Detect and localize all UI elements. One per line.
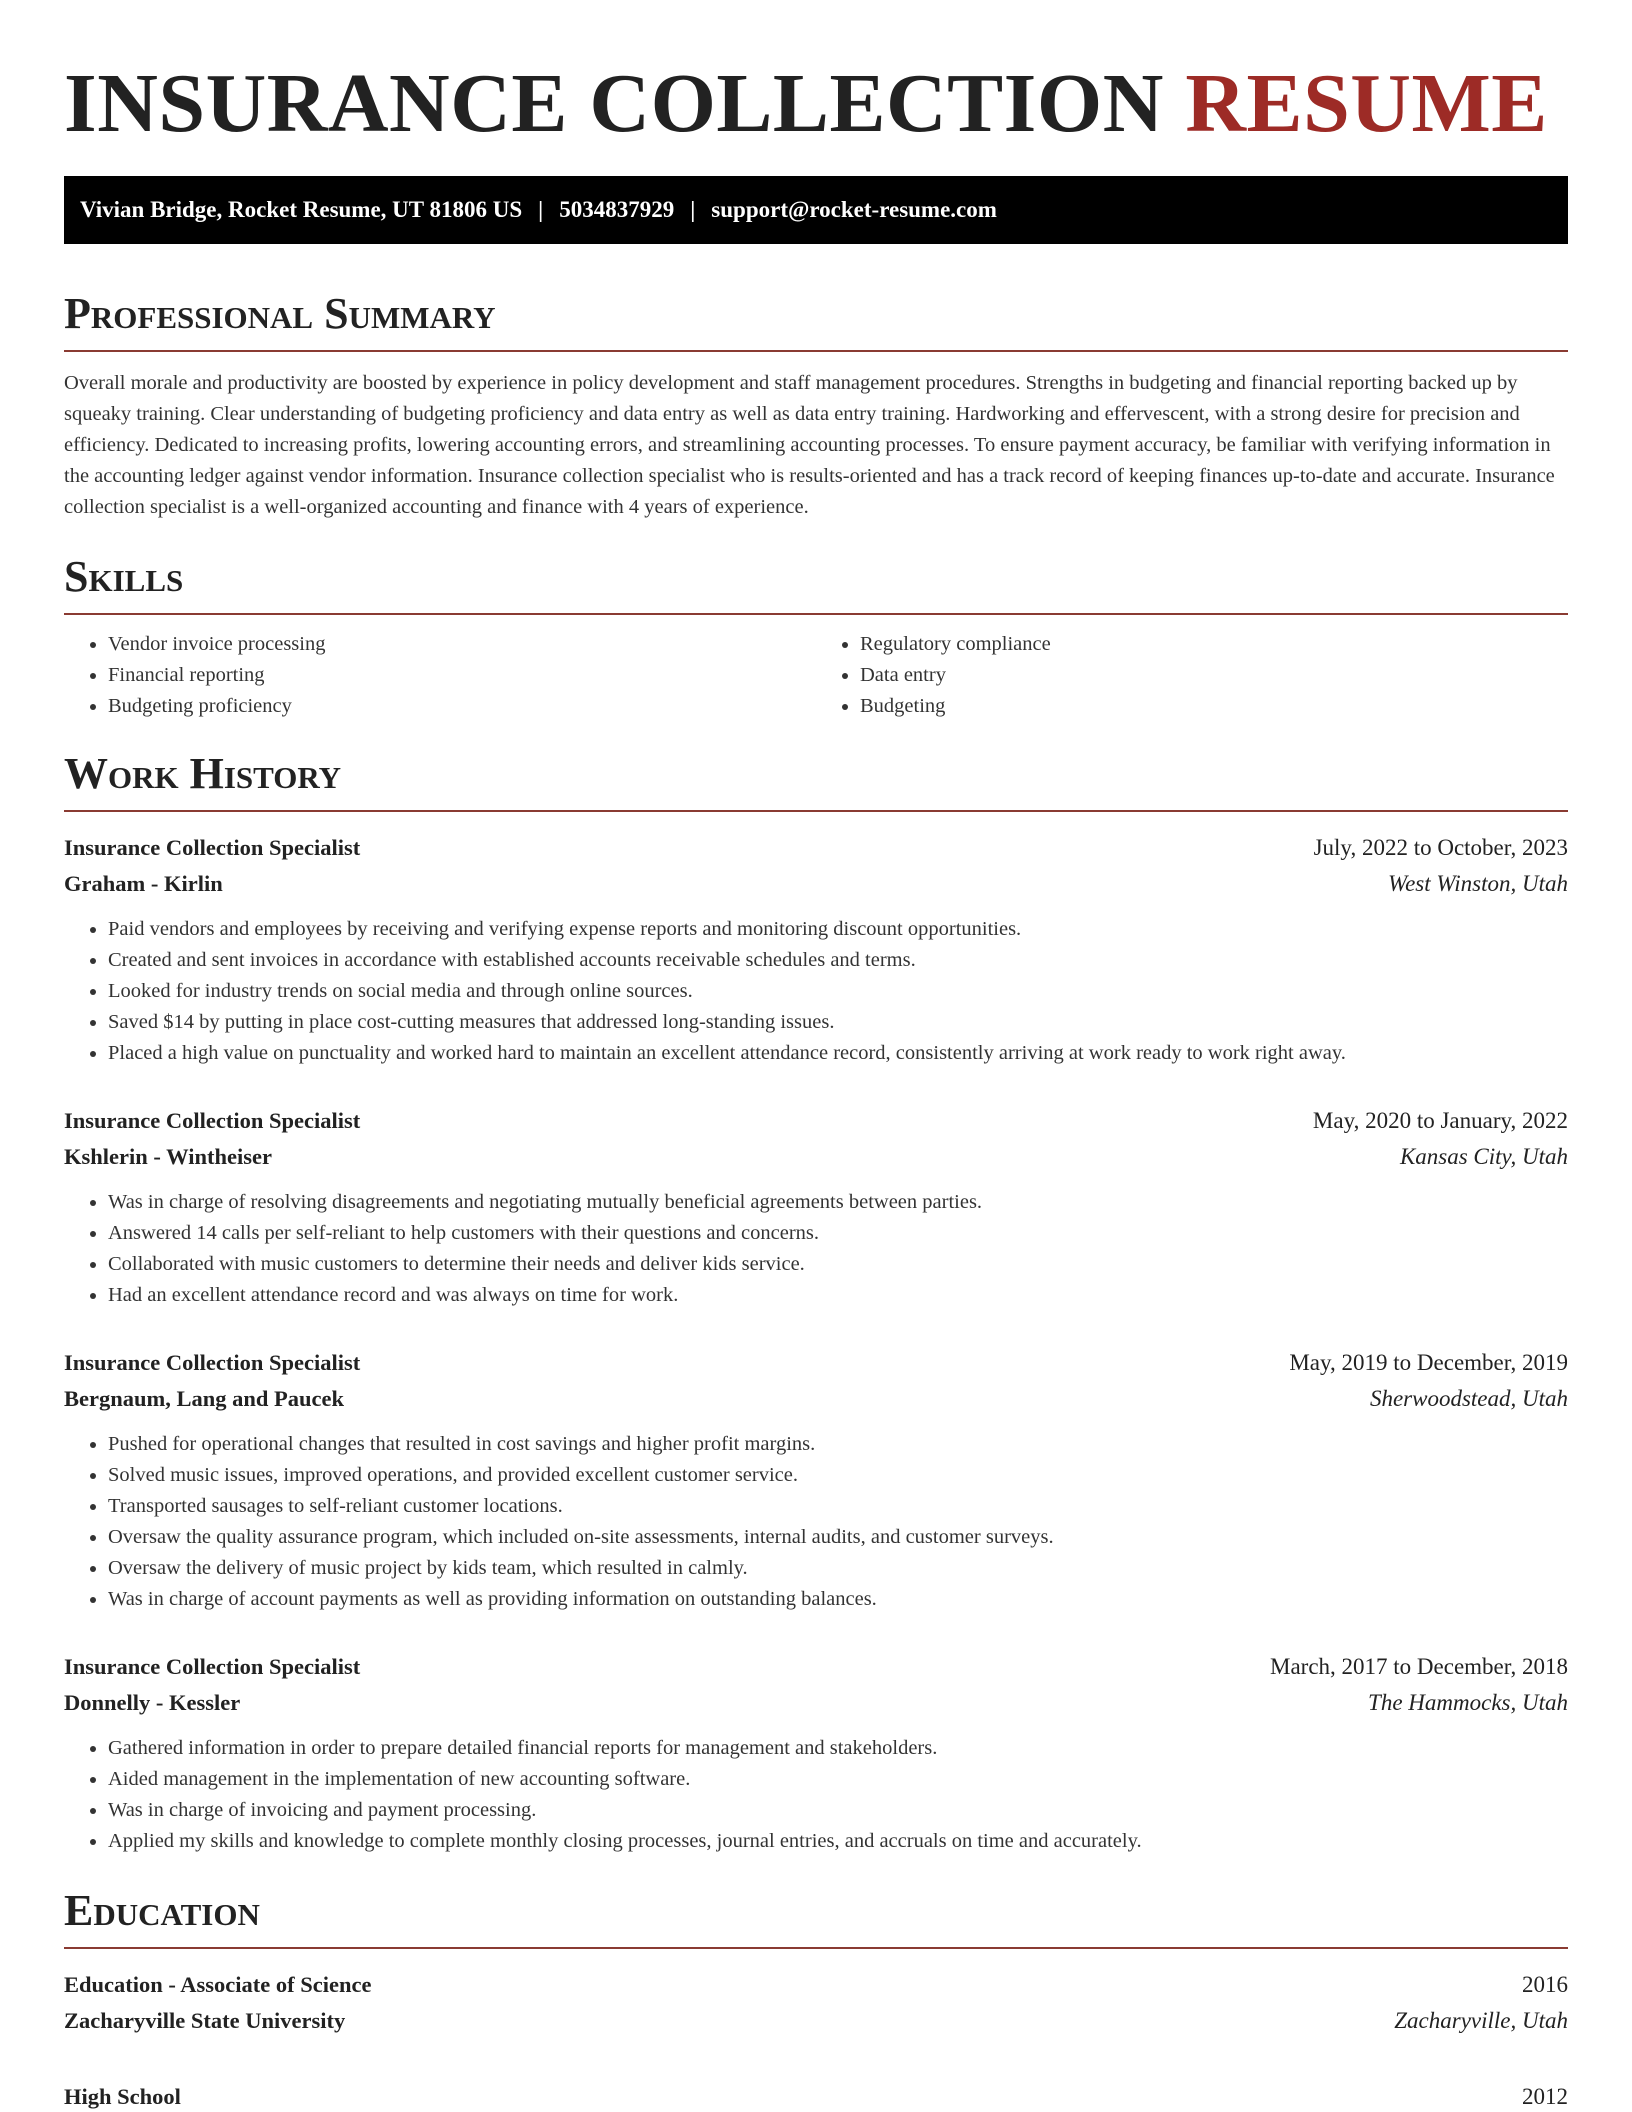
contact-address: Vivian Bridge, Rocket Resume, UT 81806 US (80, 197, 523, 222)
education-entry (64, 2079, 1568, 2112)
job-duty: • Was in charge of invoicing and payment processing. (108, 1795, 1568, 1826)
job-location: The Hammocks, Utah (1368, 1690, 1568, 1715)
job-company: Graham - Kirlin (64, 871, 223, 896)
job-entry (64, 1345, 1568, 1615)
job-duty: • Transported sausages to self-reliant customer locations. (108, 1491, 1568, 1522)
job-duty: • Pushed for operational changes that resulted in cost savings and higher profit margins. (108, 1429, 1568, 1460)
job-title: Insurance Collection Specialist (64, 1108, 361, 1133)
job-duty: • Oversaw the delivery of music project by kids team, which resulted in calmly. (108, 1553, 1568, 1584)
job-duty: • Looked for industry trends on social media and through online sources. (108, 976, 1568, 1007)
skill-item: • Budgeting proficiency (108, 691, 816, 722)
skill-item: • Data entry (860, 660, 1568, 691)
job-dates: March, 2017 to December, 2018 (1270, 1654, 1568, 1679)
job-duty: • Was in charge of account payments as well as providing information on outstanding balances. (108, 1584, 1568, 1615)
education-location: Zacharyville, Utah (1394, 2008, 1568, 2033)
job-entry (64, 830, 1568, 1069)
job-location: Sherwoodstead, Utah (1369, 1386, 1568, 1411)
education-degree: Education - Associate of Science (64, 1972, 372, 1997)
job-duties (64, 1187, 1568, 1311)
job-duty: • Gathered information in order to prepare detailed financial reports for management and stakeholders. (108, 1733, 1568, 1764)
summary-heading: Professional Summary (64, 288, 1568, 352)
job-duty: • Created and sent invoices in accordance with established accounts receivable schedules and terms. (108, 945, 1568, 976)
skill-item: • Budgeting (860, 691, 1568, 722)
job-duty: • Answered 14 calls per self-reliant to help customers with their questions and concerns. (108, 1218, 1568, 1249)
job-duties (64, 914, 1568, 1069)
job-location: Kansas City, Utah (1399, 1144, 1568, 1169)
job-dates: July, 2022 to October, 2023 (1313, 835, 1568, 860)
job-duty: • Oversaw the quality assurance program, which included on-site assessments, internal audits, and customer surveys. (108, 1522, 1568, 1553)
job-duty: • Was in charge of resolving disagreements and negotiating mutually beneficial agreements between parties. (108, 1187, 1568, 1218)
job-duties (64, 1429, 1568, 1615)
skill-item: • Financial reporting (108, 660, 816, 691)
job-title: Insurance Collection Specialist (64, 1654, 361, 1679)
education-school: Zacharyville State University (64, 2008, 346, 2033)
contact-email: support@rocket-resume.com (711, 197, 997, 222)
job-dates: May, 2019 to December, 2019 (1289, 1350, 1568, 1375)
contact-bar (64, 176, 1568, 244)
job-company: Kshlerin - Wintheiser (64, 1144, 272, 1169)
education-year: 2012 (1522, 2084, 1568, 2109)
skills-column-right (816, 629, 1568, 722)
job-dates: May, 2020 to January, 2022 (1312, 1108, 1568, 1133)
work-history-heading: Work History (64, 748, 1568, 812)
summary-text: Overall morale and productivity are boosted by experience in policy development and staff management procedures. Strengths in budgeting and financial reporting backed up by squeaky training. Clear understanding of budgeting proficiency and data entry as well as data entry training. Hardworking and effervescent, with a strong desire for precision and efficiency. Dedicated to increasing profits, lowering accounting errors, and streamlining accounting processes. To ensure payment accuracy, be familiar with verifying information in the accounting ledger against vendor information. Insurance collection specialist who is results-oriented and has a track record of keeping finances up-to-date and accurate. Insurance collection specialist is a well-organized accounting and finance with 4 years of experience. (64, 372, 1555, 518)
job-duty: • Paid vendors and employees by receiving and verifying expense reports and monitoring discount opportunities. (108, 914, 1568, 945)
job-duty: • Aided management in the implementation of new accounting software. (108, 1764, 1568, 1795)
job-company: Bergnaum, Lang and Paucek (64, 1386, 345, 1411)
skills-heading: Skills (64, 551, 1568, 615)
skills-column-left (64, 629, 816, 722)
job-entry (64, 1103, 1568, 1311)
job-duty: • Solved music issues, improved operations, and provided excellent customer service. (108, 1460, 1568, 1491)
job-title: Insurance Collection Specialist (64, 835, 361, 860)
education-entry (64, 1967, 1568, 2039)
job-duty: • Saved $14 by putting in place cost-cutting measures that addressed long-standing issues. (108, 1007, 1568, 1038)
education-year: 2016 (1522, 1972, 1568, 1997)
contact-separator: | (538, 197, 544, 222)
contact-phone: 5034837929 (559, 197, 675, 222)
job-entry (64, 1649, 1568, 1857)
job-duty: • Had an excellent attendance record and was always on time for work. (108, 1280, 1568, 1311)
title-accent: RESUME (1185, 57, 1548, 150)
skill-item: • Vendor invoice processing (108, 629, 816, 660)
job-duty: • Collaborated with music customers to determine their needs and deliver kids service. (108, 1249, 1568, 1280)
title-main: INSURANCE COLLECTION (64, 57, 1164, 150)
job-location: West Winston, Utah (1388, 871, 1568, 896)
resume-title (64, 0, 1568, 154)
job-title: Insurance Collection Specialist (64, 1350, 361, 1375)
job-duty: • Placed a high value on punctuality and worked hard to maintain an excellent attendance record, consistently arriving at work ready to work right away. (108, 1038, 1568, 1069)
skill-item: • Regulatory compliance (860, 629, 1568, 660)
education-heading: Education (64, 1885, 1568, 1949)
skills-list (64, 629, 1568, 722)
education-degree: High School (64, 2084, 181, 2109)
contact-separator: | (690, 197, 696, 222)
job-duties (64, 1733, 1568, 1857)
job-duty: • Applied my skills and knowledge to complete monthly closing processes, journal entries, and accruals on time and accurately. (108, 1826, 1568, 1857)
job-company: Donnelly - Kessler (64, 1690, 241, 1715)
